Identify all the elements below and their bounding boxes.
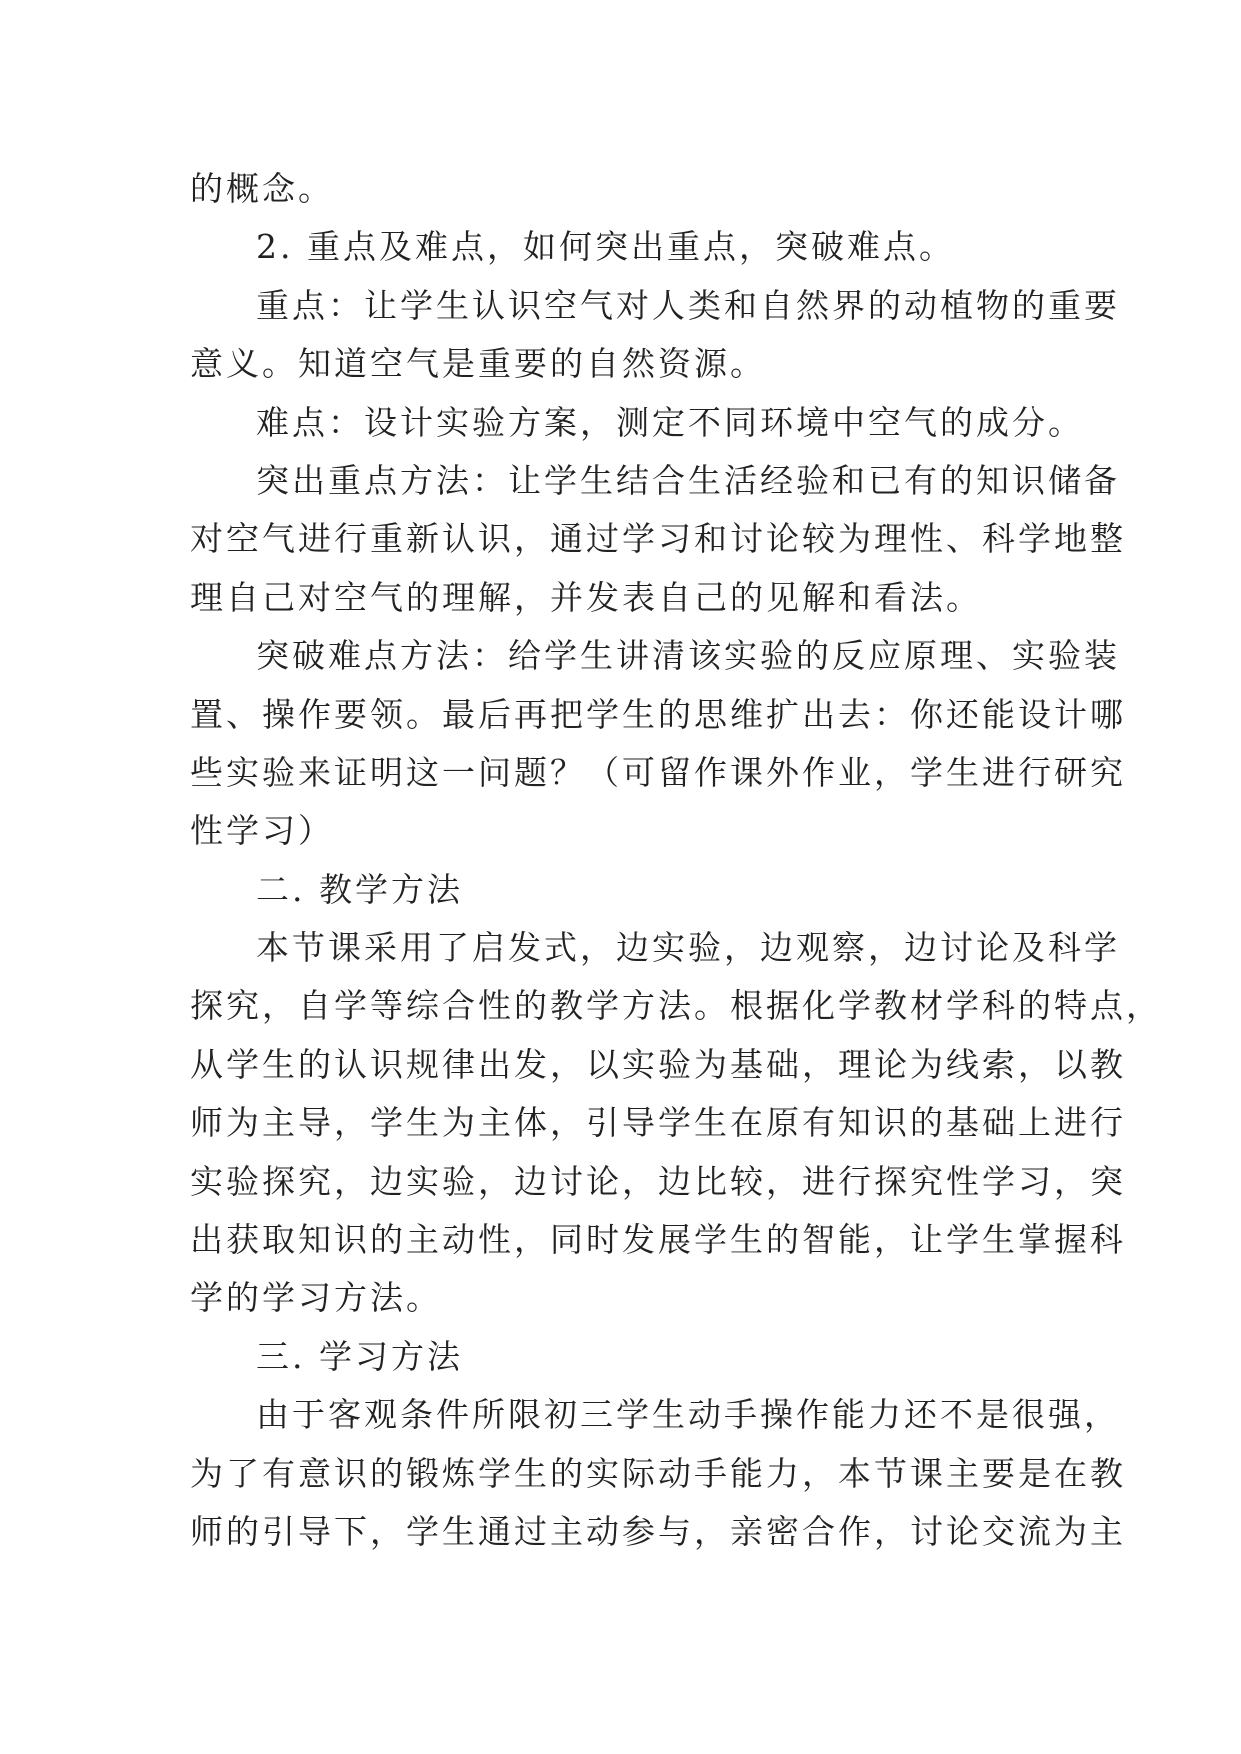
text-line: 对空气进行重新认识，通过学习和讨论较为理性、科学地整 bbox=[190, 519, 1126, 559]
text-line: 突破难点方法：给学生讲清该实验的反应原理、实验装 bbox=[256, 636, 1120, 676]
text-line: 突出重点方法：让学生结合生活经验和已有的知识储备 bbox=[256, 460, 1120, 500]
text-line: 师的引导下，学生通过主动参与，亲密合作，讨论交流为主 bbox=[190, 1511, 1126, 1551]
text-line: 意义。知道空气是重要的自然资源。 bbox=[190, 344, 766, 384]
text-line: 2. 重点及难点，如何突出重点，突破难点。 bbox=[256, 227, 955, 267]
text-line: 的概念。 bbox=[190, 169, 334, 208]
text-line: 由于客观条件所限初三学生动手操作能力还不是很强， bbox=[256, 1395, 1120, 1435]
section-heading: 二. 教学方法 bbox=[256, 869, 463, 909]
section-heading: 三. 学习方法 bbox=[256, 1336, 463, 1376]
text-line: 实验探究，边实验，边讨论，边比较，进行探究性学习，突 bbox=[190, 1161, 1126, 1201]
document-body bbox=[190, 160, 1162, 1561]
text-line: 师为主导，学生为主体，引导学生在原有知识的基础上进行 bbox=[190, 1103, 1126, 1143]
text-line: 探究，自学等综合性的教学方法。根据化学教材学科的特点， bbox=[190, 986, 1162, 1026]
text-line: 从学生的认识规律出发，以实验为基础，理论为线索，以教 bbox=[190, 1044, 1126, 1084]
text-line: 为了有意识的锻炼学生的实际动手能力，本节课主要是在教 bbox=[190, 1453, 1126, 1493]
text-line: 重点：让学生认识空气对人类和自然界的动植物的重要 bbox=[256, 285, 1120, 325]
text-line: 本节课采用了启发式，边实验，边观察，边讨论及科学 bbox=[256, 928, 1120, 968]
text-line: 出获取知识的主动性，同时发展学生的智能，让学生掌握科 bbox=[190, 1220, 1126, 1260]
text-line: 些实验来证明这一问题？（可留作课外作业，学生进行研究 bbox=[190, 752, 1126, 792]
text-line: 置、操作要领。最后再把学生的思维扩出去：你还能设计哪 bbox=[190, 694, 1126, 734]
text-line: 理自己对空气的理解，并发表自己的见解和看法。 bbox=[190, 577, 982, 617]
text-line: 学的学习方法。 bbox=[190, 1278, 442, 1318]
text-line: 性学习） bbox=[190, 811, 334, 851]
text-line: 难点：设计实验方案，测定不同环境中空气的成分。 bbox=[256, 402, 1084, 442]
